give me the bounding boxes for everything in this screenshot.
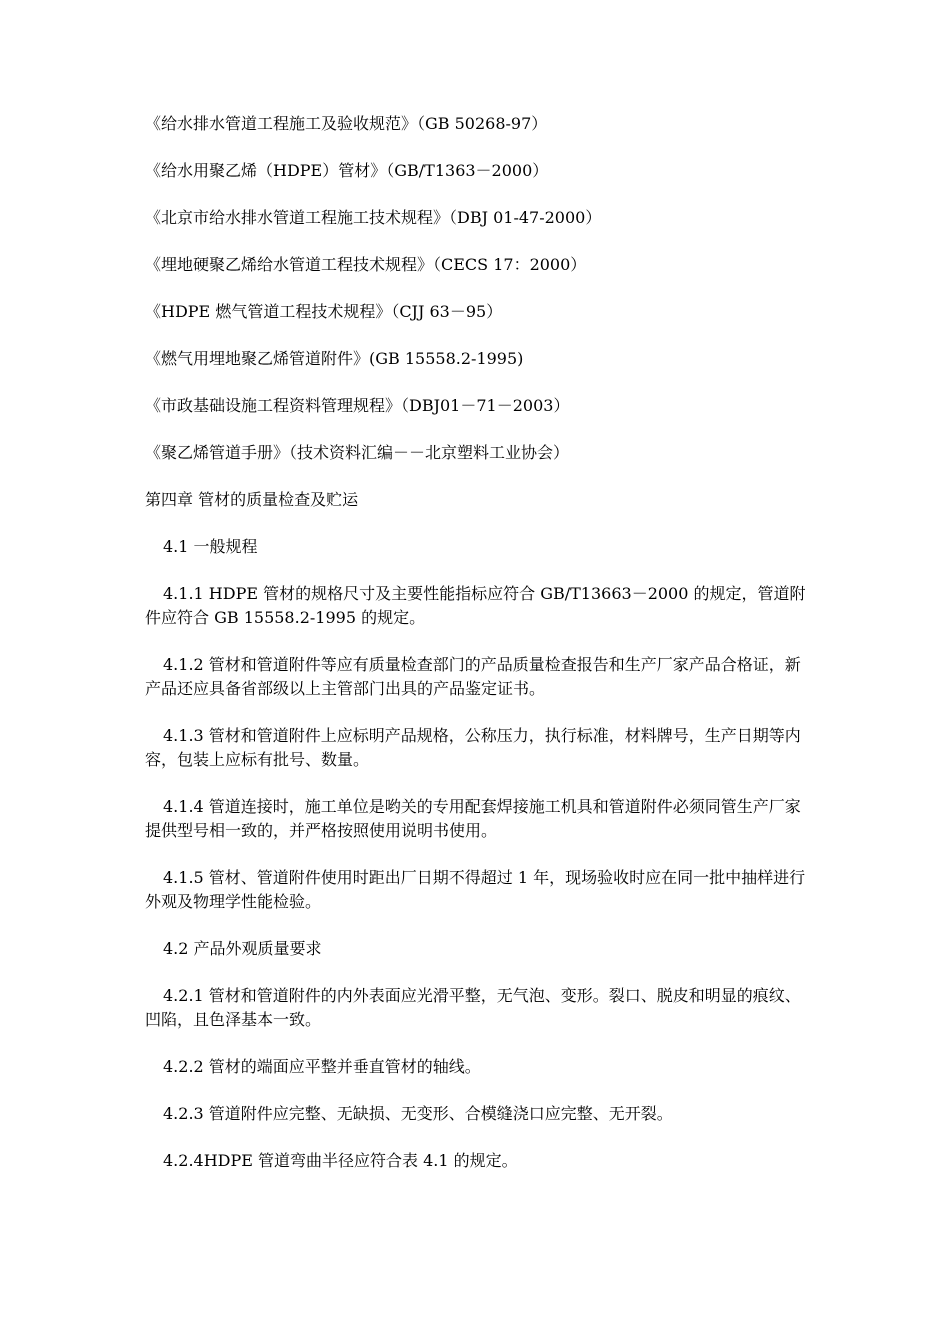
clause-paragraph: 4.1.3 管材和管道附件上应标明产品规格，公称压力，执行标准，材料牌号，生产日期等内容，包装上应标有批号、数量。 bbox=[145, 726, 801, 769]
reference-item: 《聚乙烯管道手册》（技术资料汇编－－北京塑料工业协会） bbox=[145, 443, 570, 462]
document-body bbox=[145, 112, 810, 1196]
clause-paragraph: 4.2.3 管道附件应完整、无缺损、无变形、合模缝浇口应完整、无开裂。 bbox=[163, 1104, 673, 1123]
clause-paragraph: 4.1.4 管道连接时，施工单位是哟关的专用配套焊接施工机具和管道附件必须同管生产厂家提供型号相一致的，并严格按照使用说明书使用。 bbox=[145, 797, 801, 840]
reference-item: 《HDPE 燃气管道工程技术规程》（CJJ 63－95） bbox=[145, 302, 503, 321]
section-heading: 4.2 产品外观质量要求 bbox=[163, 939, 322, 958]
reference-item: 《给水用聚乙烯（HDPE）管材》（GB/T1363－2000） bbox=[145, 161, 549, 180]
clause-paragraph: 4.2.1 管材和管道附件的内外表面应光滑平整，无气泡、变形。裂口、脱皮和明显的痕纹、凹陷，且色泽基本一致。 bbox=[145, 986, 801, 1029]
reference-item: 《埋地硬聚乙烯给水管道工程技术规程》（CECS 17：2000） bbox=[145, 255, 587, 274]
reference-item: 《给水排水管道工程施工及验收规范》（GB 50268-97） bbox=[145, 114, 548, 133]
reference-item: 《燃气用埋地聚乙烯管道附件》(GB 15558.2-1995) bbox=[145, 349, 524, 368]
chapter-heading: 第四章 管材的质量检查及贮运 bbox=[145, 490, 359, 509]
clause-paragraph: 4.1.1 HDPE 管材的规格尺寸及主要性能指标应符合 GB/T13663－2000 的规定，管道附件应符合 GB 15558.2-1995 的规定。 bbox=[145, 584, 806, 627]
reference-item: 《市政基础设施工程资料管理规程》（DBJ01－71－2003） bbox=[145, 396, 570, 415]
section-heading: 4.1 一般规程 bbox=[163, 537, 258, 556]
clause-paragraph: 4.1.2 管材和管道附件等应有质量检查部门的产品质量检查报告和生产厂家产品合格证，新产品还应具备省部级以上主管部门出具的产品鉴定证书。 bbox=[145, 655, 801, 698]
clause-paragraph: 4.2.4HDPE 管道弯曲半径应符合表 4.1 的规定。 bbox=[163, 1151, 518, 1170]
clause-paragraph: 4.1.5 管材、管道附件使用时距出厂日期不得超过 1 年，现场验收时应在同一批中抽样进行外观及物理学性能检验。 bbox=[145, 868, 806, 911]
clause-paragraph: 4.2.2 管材的端面应平整并垂直管材的轴线。 bbox=[163, 1057, 481, 1076]
reference-item: 《北京市给水排水管道工程施工技术规程》（DBJ 01-47-2000） bbox=[145, 208, 602, 227]
